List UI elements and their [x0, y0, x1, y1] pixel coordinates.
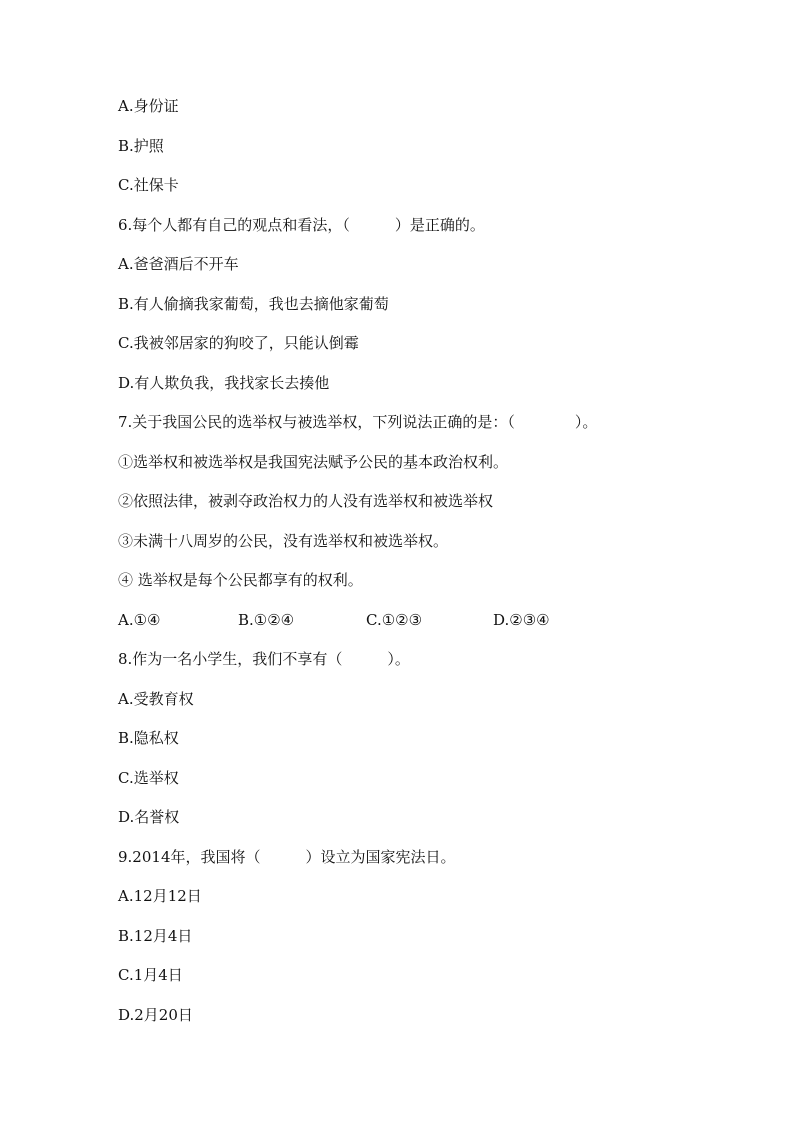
q6-option-d: D.有人欺负我，我找家长去揍他 [118, 373, 330, 392]
question-9: 9.2014年，我国将（ ）设立为国家宪法日。 [118, 847, 456, 866]
q7-statement-2: ②依照法律，被剥夺政治权力的人没有选举权和被选举权 [118, 492, 494, 510]
q7-statement-4: ④ 选举权是每个公民都享有的权利。 [118, 571, 363, 589]
q6-option-b: B.有人偷摘我家葡萄，我也去摘他家葡萄 [118, 294, 389, 313]
q6-option-c: C.我被邻居家的狗咬了，只能认倒霉 [118, 334, 359, 352]
q6-option-a: A.爸爸酒后不开车 [118, 255, 239, 273]
q7-statement-3: ③未满十八周岁的公民，没有选举权和被选举权。 [118, 531, 449, 550]
q8-option-a: A.受教育权 [118, 689, 194, 708]
q9-option-b: B.12月4日 [118, 926, 193, 945]
q8-option-c: C.选举权 [118, 768, 179, 787]
q9-option-d: D.2月20日 [118, 1005, 193, 1024]
q7-options [118, 608, 758, 648]
q7-option-a: A.①④ [118, 610, 161, 629]
q8-option-b: B.隐私权 [118, 729, 179, 747]
question-content [118, 94, 758, 1042]
option-a-id-card: A.身份证 [118, 97, 179, 115]
question-8: 8.作为一名小学生，我们不享有（ ）。 [118, 650, 410, 668]
question-7: 7.关于我国公民的选举权与被选举权，下列说法正确的是：（ ）。 [118, 413, 598, 431]
q8-option-d: D.名誉权 [118, 808, 180, 826]
q7-option-b: B.①②④ [238, 610, 295, 629]
q7-option-c: C.①②③ [366, 610, 423, 629]
q7-option-d: D.②③④ [493, 610, 550, 629]
q9-option-a: A.12月12日 [118, 887, 202, 905]
q7-statement-1: ①选举权和被选举权是我国宪法赋予公民的基本政治权利。 [118, 452, 509, 471]
option-c-social-security-card: C.社保卡 [118, 176, 179, 194]
question-6: 6.每个人都有自己的观点和看法，（ ）是正确的。 [118, 215, 485, 234]
q9-option-c: C.1月4日 [118, 966, 183, 984]
option-b-passport: B.护照 [118, 136, 164, 155]
